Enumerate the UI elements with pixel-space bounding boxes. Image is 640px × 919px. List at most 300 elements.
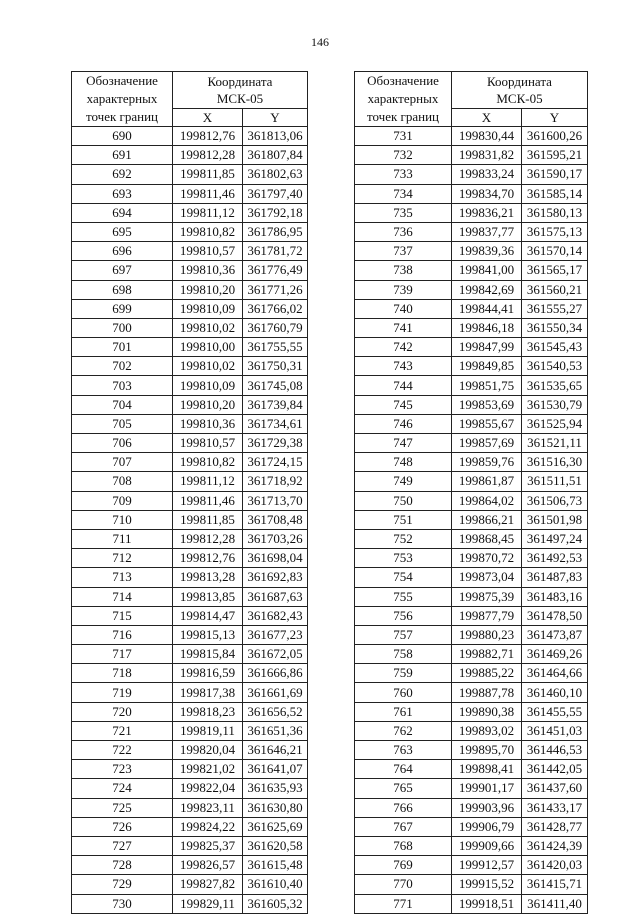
x-coordinate-cell: 199866,21	[452, 510, 522, 529]
point-number-cell: 695	[72, 222, 173, 241]
point-number-cell: 704	[72, 395, 173, 414]
y-coordinate-cell: 361555,27	[522, 299, 588, 318]
y-coordinate-cell: 361802,63	[243, 165, 308, 184]
point-number-cell: 755	[355, 587, 452, 606]
x-coordinate-cell: 199882,71	[452, 645, 522, 664]
point-number-cell: 769	[355, 856, 452, 875]
point-number-cell: 754	[355, 568, 452, 587]
x-coordinate-cell: 199839,36	[452, 242, 522, 261]
x-coordinate-cell: 199810,09	[173, 376, 243, 395]
x-coordinate-cell: 199812,28	[173, 529, 243, 548]
point-number-cell: 713	[72, 568, 173, 587]
y-coordinate-cell: 361497,24	[522, 529, 588, 548]
y-coordinate-cell: 361451,03	[522, 721, 588, 740]
x-coordinate-cell: 199885,22	[452, 664, 522, 683]
x-coordinate-cell: 199831,82	[452, 146, 522, 165]
point-number-cell: 696	[72, 242, 173, 261]
x-coordinate-cell: 199853,69	[452, 395, 522, 414]
y-coordinate-cell: 361610,40	[243, 875, 308, 894]
x-coordinate-cell: 199810,20	[173, 280, 243, 299]
point-number-cell: 757	[355, 625, 452, 644]
x-coordinate-cell: 199810,82	[173, 222, 243, 241]
table-row	[355, 702, 588, 721]
table-row	[355, 721, 588, 740]
coordinates-table-left	[71, 71, 308, 914]
table-row	[72, 242, 308, 261]
x-coordinate-cell: 199810,00	[173, 338, 243, 357]
point-number-cell: 725	[72, 798, 173, 817]
table-row	[72, 357, 308, 376]
y-coordinate-cell: 361455,55	[522, 702, 588, 721]
y-coordinate-cell: 361666,86	[243, 664, 308, 683]
point-number-cell: 766	[355, 798, 452, 817]
y-coordinate-cell: 361428,77	[522, 817, 588, 836]
point-number-cell: 758	[355, 645, 452, 664]
x-coordinate-cell: 199849,85	[452, 357, 522, 376]
y-coordinate-cell: 361729,38	[243, 434, 308, 453]
table-row	[355, 625, 588, 644]
x-coordinate-cell: 199819,11	[173, 721, 243, 740]
point-number-cell: 760	[355, 683, 452, 702]
table-row	[72, 798, 308, 817]
table-row	[355, 817, 588, 836]
y-coordinate-cell: 361807,84	[243, 146, 308, 165]
table-row	[72, 127, 308, 146]
coordinate-header: Координата МСК-05	[452, 72, 588, 109]
point-number-cell: 709	[72, 491, 173, 510]
table-row	[355, 856, 588, 875]
y-coordinate-cell: 361745,08	[243, 376, 308, 395]
y-coordinate-cell: 361661,69	[243, 683, 308, 702]
point-number-cell: 702	[72, 357, 173, 376]
y-coordinate-cell: 361641,07	[243, 760, 308, 779]
table-row	[355, 395, 588, 414]
y-coordinate-cell: 361797,40	[243, 184, 308, 203]
x-coordinate-cell: 199811,85	[173, 165, 243, 184]
y-coordinate-cell: 361703,26	[243, 529, 308, 548]
table-row	[72, 702, 308, 721]
point-label-header: Обозначение характерных точек границ	[72, 72, 173, 127]
table-row	[355, 203, 588, 222]
point-number-cell: 731	[355, 127, 452, 146]
x-coordinate-cell: 199901,17	[452, 779, 522, 798]
coordinates-table-right	[354, 71, 588, 914]
point-number-cell: 746	[355, 414, 452, 433]
point-number-cell: 701	[72, 338, 173, 357]
point-number-cell: 770	[355, 875, 452, 894]
y-coordinate-cell: 361792,18	[243, 203, 308, 222]
y-coordinate-cell: 361656,52	[243, 702, 308, 721]
y-coordinate-cell: 361698,04	[243, 549, 308, 568]
y-coordinate-cell: 361718,92	[243, 472, 308, 491]
table-row	[72, 549, 308, 568]
point-number-cell: 741	[355, 318, 452, 337]
table-row	[72, 395, 308, 414]
table-row	[355, 491, 588, 510]
y-coordinate-cell: 361750,31	[243, 357, 308, 376]
y-coordinate-cell: 361708,48	[243, 510, 308, 529]
point-number-cell: 690	[72, 127, 173, 146]
table-row	[355, 414, 588, 433]
x-coordinate-cell: 199812,76	[173, 549, 243, 568]
y-coordinate-cell: 361464,66	[522, 664, 588, 683]
point-number-cell: 732	[355, 146, 452, 165]
table-row	[72, 146, 308, 165]
x-coordinate-cell: 199873,04	[452, 568, 522, 587]
point-number-cell: 737	[355, 242, 452, 261]
y-coordinate-cell: 361473,87	[522, 625, 588, 644]
table-row	[72, 625, 308, 644]
x-coordinate-cell: 199898,41	[452, 760, 522, 779]
table-row	[355, 127, 588, 146]
y-coordinate-cell: 361442,05	[522, 760, 588, 779]
x-coordinate-cell: 199855,67	[452, 414, 522, 433]
table-row	[355, 645, 588, 664]
table-row	[72, 376, 308, 395]
x-coordinate-cell: 199834,70	[452, 184, 522, 203]
y-coordinate-cell: 361605,32	[243, 894, 308, 913]
y-coordinate-cell: 361437,60	[522, 779, 588, 798]
table-row	[355, 261, 588, 280]
point-number-cell: 756	[355, 606, 452, 625]
table-row	[72, 434, 308, 453]
table-row	[355, 664, 588, 683]
point-number-cell: 707	[72, 453, 173, 472]
y-coordinate-cell: 361595,21	[522, 146, 588, 165]
x-coordinate-cell: 199912,57	[452, 856, 522, 875]
table-row	[72, 299, 308, 318]
point-number-cell: 724	[72, 779, 173, 798]
table-row	[72, 529, 308, 548]
point-number-cell: 747	[355, 434, 452, 453]
table-row	[72, 184, 308, 203]
y-coordinate-cell: 361771,26	[243, 280, 308, 299]
y-coordinate-cell: 361635,93	[243, 779, 308, 798]
x-coordinate-cell: 199811,46	[173, 184, 243, 203]
point-number-cell: 692	[72, 165, 173, 184]
x-coordinate-cell: 199826,57	[173, 856, 243, 875]
y-coordinate-cell: 361433,17	[522, 798, 588, 817]
y-coordinate-cell: 361615,48	[243, 856, 308, 875]
point-number-cell: 750	[355, 491, 452, 510]
table-row	[72, 760, 308, 779]
x-coordinate-cell: 199810,36	[173, 414, 243, 433]
y-coordinate-cell: 361620,58	[243, 836, 308, 855]
table-row	[72, 222, 308, 241]
x-coordinate-cell: 199918,51	[452, 894, 522, 913]
table-row	[355, 338, 588, 357]
x-coordinate-cell: 199875,39	[452, 587, 522, 606]
table-row	[72, 472, 308, 491]
y-coordinate-cell: 361521,11	[522, 434, 588, 453]
x-coordinate-cell: 199847,99	[452, 338, 522, 357]
coordinate-header: Координата МСК-05	[173, 72, 308, 109]
x-coordinate-cell: 199827,82	[173, 875, 243, 894]
point-number-cell: 745	[355, 395, 452, 414]
table-row	[72, 645, 308, 664]
point-number-cell: 742	[355, 338, 452, 357]
y-coordinate-cell: 361776,49	[243, 261, 308, 280]
table-row	[355, 683, 588, 702]
point-number-cell: 759	[355, 664, 452, 683]
y-coordinate-cell: 361506,73	[522, 491, 588, 510]
x-coordinate-cell: 199812,76	[173, 127, 243, 146]
table-row	[72, 165, 308, 184]
y-coordinate-cell: 361550,34	[522, 318, 588, 337]
x-column-header: X	[173, 108, 243, 126]
y-coordinate-cell: 361478,50	[522, 606, 588, 625]
x-coordinate-cell: 199810,57	[173, 434, 243, 453]
x-coordinate-cell: 199813,85	[173, 587, 243, 606]
x-coordinate-cell: 199810,20	[173, 395, 243, 414]
table-row	[72, 261, 308, 280]
x-coordinate-cell: 199857,69	[452, 434, 522, 453]
table-row	[355, 299, 588, 318]
table-row	[355, 568, 588, 587]
table-row	[72, 741, 308, 760]
point-number-cell: 718	[72, 664, 173, 683]
table-row	[355, 434, 588, 453]
point-number-cell: 721	[72, 721, 173, 740]
table-row	[72, 318, 308, 337]
x-coordinate-cell: 199861,87	[452, 472, 522, 491]
table-row	[72, 414, 308, 433]
table-row	[355, 376, 588, 395]
point-number-cell: 740	[355, 299, 452, 318]
x-coordinate-cell: 199823,11	[173, 798, 243, 817]
x-coordinate-cell: 199903,96	[452, 798, 522, 817]
table-row	[72, 664, 308, 683]
x-coordinate-cell: 199810,82	[173, 453, 243, 472]
y-coordinate-cell: 361724,15	[243, 453, 308, 472]
table-row	[355, 146, 588, 165]
table-row	[355, 779, 588, 798]
x-coordinate-cell: 199890,38	[452, 702, 522, 721]
point-number-cell: 765	[355, 779, 452, 798]
y-coordinate-cell: 361590,17	[522, 165, 588, 184]
x-coordinate-cell: 199820,04	[173, 741, 243, 760]
point-number-cell: 723	[72, 760, 173, 779]
x-coordinate-cell: 199844,41	[452, 299, 522, 318]
table-row	[72, 894, 308, 913]
x-coordinate-cell: 199811,12	[173, 472, 243, 491]
x-coordinate-cell: 199829,11	[173, 894, 243, 913]
y-coordinate-cell: 361424,39	[522, 836, 588, 855]
x-coordinate-cell: 199822,04	[173, 779, 243, 798]
point-number-cell: 748	[355, 453, 452, 472]
point-number-cell: 717	[72, 645, 173, 664]
point-number-cell: 708	[72, 472, 173, 491]
table-row	[72, 875, 308, 894]
y-coordinate-cell: 361600,26	[522, 127, 588, 146]
x-coordinate-cell: 199893,02	[452, 721, 522, 740]
table-row	[355, 453, 588, 472]
point-number-cell: 705	[72, 414, 173, 433]
y-coordinate-cell: 361525,94	[522, 414, 588, 433]
table-row	[72, 856, 308, 875]
point-label-header: Обозначение характерных точек границ	[355, 72, 452, 127]
x-coordinate-cell: 199818,23	[173, 702, 243, 721]
table-row	[355, 165, 588, 184]
table-row	[355, 549, 588, 568]
y-coordinate-cell: 361625,69	[243, 817, 308, 836]
point-number-cell: 706	[72, 434, 173, 453]
table-row	[355, 472, 588, 491]
point-number-cell: 735	[355, 203, 452, 222]
y-coordinate-cell: 361501,98	[522, 510, 588, 529]
y-coordinate-cell: 361692,83	[243, 568, 308, 587]
y-coordinate-cell: 361487,83	[522, 568, 588, 587]
y-coordinate-cell: 361672,05	[243, 645, 308, 664]
table-row	[355, 529, 588, 548]
table-row	[355, 587, 588, 606]
point-number-cell: 730	[72, 894, 173, 913]
point-number-cell: 728	[72, 856, 173, 875]
y-coordinate-cell: 361483,16	[522, 587, 588, 606]
x-coordinate-cell: 199864,02	[452, 491, 522, 510]
x-column-header: X	[452, 108, 522, 126]
y-coordinate-cell: 361540,53	[522, 357, 588, 376]
y-coordinate-cell: 361411,40	[522, 894, 588, 913]
y-coordinate-cell: 361786,95	[243, 222, 308, 241]
x-coordinate-cell: 199909,66	[452, 836, 522, 855]
y-coordinate-cell: 361516,30	[522, 453, 588, 472]
point-number-cell: 710	[72, 510, 173, 529]
y-coordinate-cell: 361651,36	[243, 721, 308, 740]
y-coordinate-cell: 361682,43	[243, 606, 308, 625]
x-coordinate-cell: 199810,09	[173, 299, 243, 318]
point-number-cell: 734	[355, 184, 452, 203]
table-row	[72, 510, 308, 529]
y-coordinate-cell: 361492,53	[522, 549, 588, 568]
point-number-cell: 694	[72, 203, 173, 222]
y-coordinate-cell: 361585,14	[522, 184, 588, 203]
point-number-cell: 700	[72, 318, 173, 337]
point-number-cell: 744	[355, 376, 452, 395]
point-number-cell: 729	[72, 875, 173, 894]
x-coordinate-cell: 199816,59	[173, 664, 243, 683]
table-row	[355, 510, 588, 529]
x-coordinate-cell: 199811,12	[173, 203, 243, 222]
table-row	[355, 760, 588, 779]
point-number-cell: 727	[72, 836, 173, 855]
point-number-cell: 751	[355, 510, 452, 529]
point-number-cell: 691	[72, 146, 173, 165]
y-coordinate-cell: 361646,21	[243, 741, 308, 760]
y-coordinate-cell: 361446,53	[522, 741, 588, 760]
point-number-cell: 743	[355, 357, 452, 376]
y-coordinate-cell: 361560,21	[522, 280, 588, 299]
table-row	[72, 606, 308, 625]
x-coordinate-cell: 199810,57	[173, 242, 243, 261]
y-coordinate-cell: 361535,65	[522, 376, 588, 395]
y-coordinate-cell: 361469,26	[522, 645, 588, 664]
point-number-cell: 719	[72, 683, 173, 702]
x-coordinate-cell: 199812,28	[173, 146, 243, 165]
y-coordinate-cell: 361545,43	[522, 338, 588, 357]
x-coordinate-cell: 199810,02	[173, 357, 243, 376]
table-row	[355, 184, 588, 203]
point-number-cell: 749	[355, 472, 452, 491]
table-row	[355, 357, 588, 376]
point-number-cell: 733	[355, 165, 452, 184]
x-coordinate-cell: 199811,85	[173, 510, 243, 529]
point-number-cell: 761	[355, 702, 452, 721]
point-number-cell: 715	[72, 606, 173, 625]
point-number-cell: 739	[355, 280, 452, 299]
point-number-cell: 771	[355, 894, 452, 913]
point-number-cell: 763	[355, 741, 452, 760]
point-number-cell: 736	[355, 222, 452, 241]
y-coordinate-cell: 361511,51	[522, 472, 588, 491]
table-row	[72, 203, 308, 222]
x-coordinate-cell: 199906,79	[452, 817, 522, 836]
table-row	[72, 491, 308, 510]
table-row	[72, 280, 308, 299]
table-row	[72, 587, 308, 606]
table-row	[355, 222, 588, 241]
y-coordinate-cell: 361565,17	[522, 261, 588, 280]
x-coordinate-cell: 199821,02	[173, 760, 243, 779]
point-number-cell: 698	[72, 280, 173, 299]
y-column-header: Y	[243, 108, 308, 126]
y-coordinate-cell: 361766,02	[243, 299, 308, 318]
y-coordinate-cell: 361630,80	[243, 798, 308, 817]
table-row	[355, 318, 588, 337]
y-coordinate-cell: 361575,13	[522, 222, 588, 241]
point-number-cell: 703	[72, 376, 173, 395]
table-row	[355, 606, 588, 625]
point-number-cell: 752	[355, 529, 452, 548]
point-number-cell: 764	[355, 760, 452, 779]
point-number-cell: 714	[72, 587, 173, 606]
table-row	[72, 568, 308, 587]
x-coordinate-cell: 199877,79	[452, 606, 522, 625]
x-coordinate-cell: 199824,22	[173, 817, 243, 836]
table-row	[355, 280, 588, 299]
x-coordinate-cell: 199815,84	[173, 645, 243, 664]
x-coordinate-cell: 199814,47	[173, 606, 243, 625]
y-coordinate-cell: 361781,72	[243, 242, 308, 261]
point-number-cell: 768	[355, 836, 452, 855]
table-row	[72, 836, 308, 855]
x-coordinate-cell: 199868,45	[452, 529, 522, 548]
table-row	[72, 779, 308, 798]
x-coordinate-cell: 199836,21	[452, 203, 522, 222]
y-coordinate-cell: 361760,79	[243, 318, 308, 337]
x-coordinate-cell: 199895,70	[452, 741, 522, 760]
y-coordinate-cell: 361570,14	[522, 242, 588, 261]
x-coordinate-cell: 199837,77	[452, 222, 522, 241]
table-row	[72, 721, 308, 740]
x-coordinate-cell: 199887,78	[452, 683, 522, 702]
x-coordinate-cell: 199815,13	[173, 625, 243, 644]
table-row	[72, 683, 308, 702]
x-coordinate-cell: 199915,52	[452, 875, 522, 894]
x-coordinate-cell: 199880,23	[452, 625, 522, 644]
table-row	[355, 741, 588, 760]
y-coordinate-cell: 361580,13	[522, 203, 588, 222]
x-coordinate-cell: 199833,24	[452, 165, 522, 184]
point-number-cell: 762	[355, 721, 452, 740]
point-number-cell: 712	[72, 549, 173, 568]
point-number-cell: 720	[72, 702, 173, 721]
x-coordinate-cell: 199846,18	[452, 318, 522, 337]
y-coordinate-cell: 361739,84	[243, 395, 308, 414]
point-number-cell: 722	[72, 741, 173, 760]
y-coordinate-cell: 361677,23	[243, 625, 308, 644]
table-row	[72, 817, 308, 836]
